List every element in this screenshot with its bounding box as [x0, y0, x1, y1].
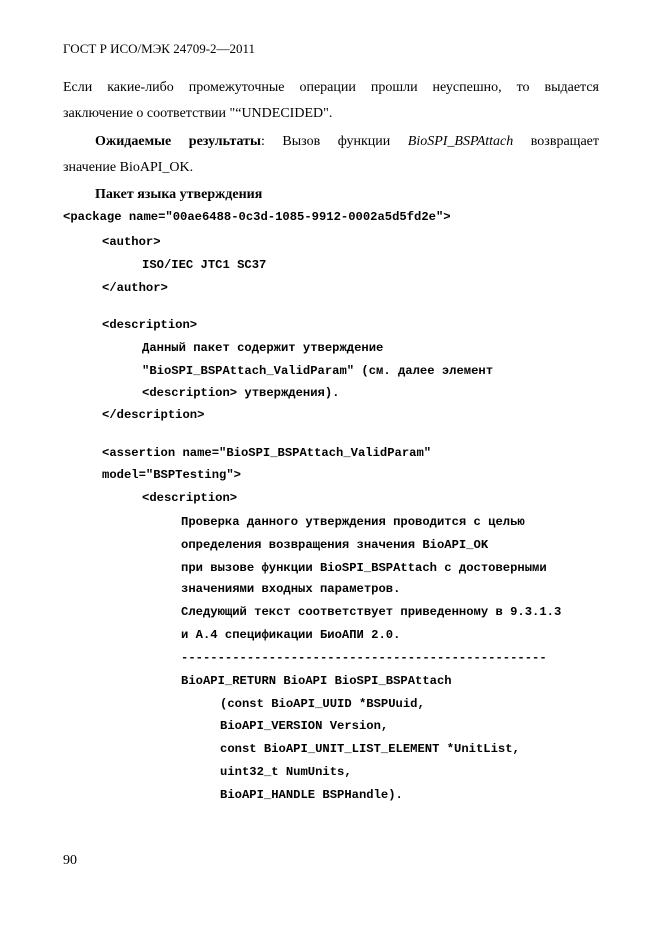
code-line: </description>	[102, 408, 205, 422]
code-line: <description>	[142, 491, 238, 505]
code-line: </author>	[102, 281, 168, 295]
code-line: и А.4 спецификации БиоАПИ 2.0.	[181, 628, 401, 642]
code-line: (const BioAPI_UUID *BSPUuid,	[220, 697, 425, 711]
code-line: uint32_t NumUnits,	[220, 765, 352, 779]
separator-line: --------------------------------------------------	[181, 651, 547, 665]
code-line: Следующий текст соответствует приведенному в 9.3.1.3	[181, 605, 562, 619]
expected-results-text-end: возвращает	[513, 134, 599, 149]
code-line: BioAPI_HANDLE BSPHandle).	[220, 788, 403, 802]
code-line: <description>	[102, 318, 198, 332]
code-line: const BioAPI_UNIT_LIST_ELEMENT *UnitList,	[220, 742, 520, 756]
code-line: Данный пакет содержит утверждение	[142, 341, 384, 355]
section-title: Пакет языка утверждения	[95, 187, 263, 202]
code-line: определения возвращения значения BioAPI_OK	[181, 538, 489, 552]
code-line: Проверка данного утверждения проводится с целью	[181, 515, 525, 529]
paragraph-line: заключение о соответствии "“UNDECIDED".	[63, 106, 333, 121]
expected-results-line-2: значение BioAPI_OK.	[63, 160, 194, 175]
code-line: при вызове функции BioSPI_BSPAttach с достоверными	[181, 561, 547, 575]
code-line: "BioSPI_BSPAttach_ValidParam" (см. далее элемент	[142, 364, 494, 378]
expected-results-label: Ожидаемые результаты	[95, 134, 261, 149]
code-line: BioAPI_VERSION Version,	[220, 719, 389, 733]
expected-results-text: : Вызов функции	[260, 134, 408, 149]
code-line: значениями входных параметров.	[181, 582, 401, 596]
expected-results-line	[95, 134, 599, 150]
code-line: BioAPI_RETURN BioAPI BioSPI_BSPAttach	[181, 674, 452, 688]
code-line: model="BSPTesting">	[102, 468, 241, 482]
document-header: ГОСТ Р ИСО/МЭК 24709-2—2011	[63, 41, 256, 56]
function-name: BioSPI_BSPAttach	[407, 134, 514, 149]
code-line: ISO/IEC JTC1 SC37	[142, 258, 267, 272]
code-line: <description> утверждения).	[142, 386, 340, 400]
code-line: <author>	[102, 235, 161, 249]
page-number: 90	[63, 853, 77, 868]
code-line: <package name="00ae6488-0c3d-1085-9912-0002a5d5fd2e">	[63, 210, 451, 224]
code-line: <assertion name="BioSPI_BSPAttach_ValidParam"	[102, 446, 432, 460]
paragraph-line: Если какие-либо промежуточные операции прошли неуспешно, то выдается	[63, 80, 599, 95]
